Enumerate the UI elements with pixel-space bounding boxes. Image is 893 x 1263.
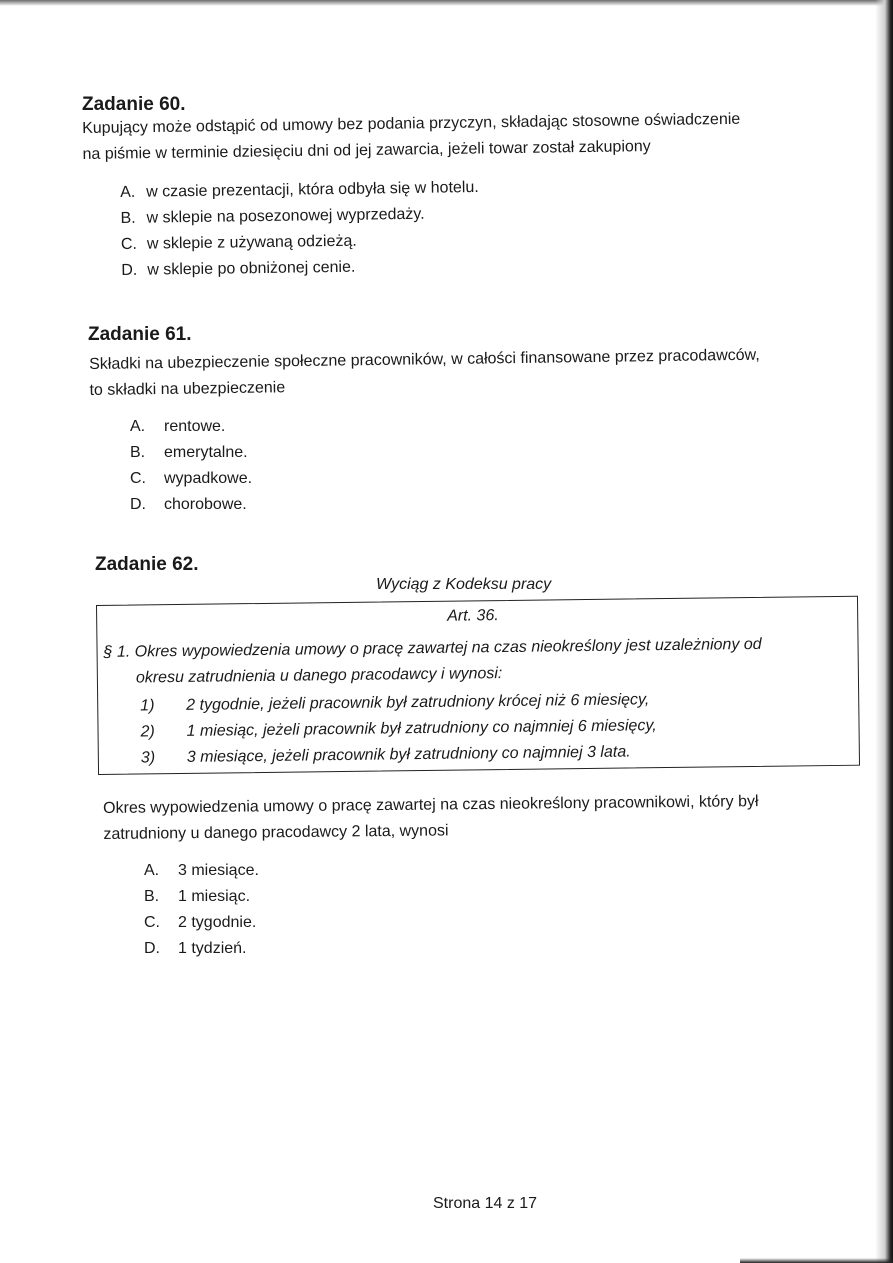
option-text: 1 miesiąc. bbox=[178, 888, 251, 905]
law-paragraph-line: § 1. Okres wypowiedzenia umowy o pracę zawartej na czas nieokreślony jest uzależniony od bbox=[103, 635, 762, 661]
option-text: w sklepie na posezonowej wyprzedaży. bbox=[146, 205, 425, 227]
question-line: Okres wypowiedzenia umowy o pracę zawartej na czas nieokreślony pracownikowi, który był bbox=[103, 793, 759, 817]
option-text: chorobowe. bbox=[164, 496, 247, 513]
point-text: 1 miesiąc, jeżeli pracownik był zatrudniony co najmniej 6 miesięcy, bbox=[186, 717, 657, 740]
option-letter: B. bbox=[144, 888, 160, 905]
task-60-options bbox=[120, 175, 480, 284]
option-letter: D. bbox=[130, 496, 146, 513]
answer-option-b[interactable] bbox=[144, 884, 259, 910]
option-letter: D. bbox=[121, 261, 138, 279]
question-line: Składki na ubezpieczenie społeczne pracowników, w całości finansowane przez pracodawców, bbox=[89, 346, 760, 373]
law-paragraph bbox=[103, 632, 762, 692]
option-letter: A. bbox=[120, 183, 136, 201]
point-number: 1) bbox=[140, 697, 155, 715]
law-excerpt-box bbox=[96, 596, 860, 775]
answer-option-d[interactable] bbox=[130, 492, 252, 518]
law-points bbox=[140, 687, 657, 771]
answer-option-a[interactable] bbox=[130, 414, 252, 440]
task-62-question bbox=[103, 789, 759, 848]
option-text: 3 miesiące. bbox=[178, 862, 259, 879]
answer-option-d[interactable] bbox=[121, 253, 480, 284]
question-line: zatrudniony u danego pracodawcy 2 lata, wynosi bbox=[103, 822, 449, 843]
task-61-options bbox=[130, 414, 252, 518]
option-letter: C. bbox=[144, 914, 160, 931]
page-number-footer: Strona 14 z 17 bbox=[433, 1195, 538, 1212]
task-60-question bbox=[82, 107, 741, 168]
question-line: Kupujący może odstąpić od umowy bez podania przyczyn, składając stosowne oświadczenie bbox=[82, 110, 741, 137]
task-61-question bbox=[89, 343, 760, 404]
answer-option-d[interactable] bbox=[144, 936, 259, 962]
option-text: w czasie prezentacji, która odbyła się w hotelu. bbox=[146, 178, 479, 201]
point-number: 2) bbox=[140, 723, 155, 741]
option-letter: B. bbox=[120, 209, 136, 227]
task-60-title: Zadanie 60. bbox=[82, 94, 186, 115]
option-text: rentowe. bbox=[164, 418, 226, 435]
option-text: 1 tydzień. bbox=[178, 940, 247, 957]
option-text: w sklepie po obniżonej cenie. bbox=[147, 258, 356, 279]
task-61-title: Zadanie 61. bbox=[88, 324, 192, 345]
option-letter: D. bbox=[144, 940, 160, 957]
point-text: 3 miesiące, jeżeli pracownik był zatrudniony co najmniej 3 lata. bbox=[186, 743, 631, 766]
answer-option-a[interactable] bbox=[144, 858, 259, 884]
task-62-options bbox=[144, 858, 259, 962]
option-letter: B. bbox=[130, 444, 146, 461]
option-text: w sklepie z używaną odzieżą. bbox=[146, 232, 357, 253]
point-number: 3) bbox=[140, 749, 156, 767]
law-paragraph-line: okresu zatrudnienia u danego pracodawcy i wynosi: bbox=[135, 665, 503, 687]
option-letter: C. bbox=[120, 235, 138, 253]
option-text: wypadkowe. bbox=[164, 470, 253, 487]
point-text: 2 tygodnie, jeżeli pracownik był zatrudniony krócej niż 6 miesięcy, bbox=[186, 691, 650, 714]
answer-option-a[interactable] bbox=[120, 175, 479, 206]
answer-option-c[interactable] bbox=[130, 466, 252, 492]
excerpt-caption: Wyciąg z Kodeksu pracy bbox=[376, 576, 552, 593]
option-letter: A. bbox=[144, 862, 160, 879]
option-letter: A. bbox=[130, 418, 146, 435]
option-letter: C. bbox=[130, 470, 146, 487]
option-text: 2 tygodnie. bbox=[178, 914, 257, 931]
question-line: to składki na ubezpieczenie bbox=[89, 379, 286, 399]
option-text: emerytalne. bbox=[164, 444, 248, 461]
task-62-title: Zadanie 62. bbox=[95, 554, 199, 575]
question-line: na piśmie w terminie dziesięciu dni od jej zawarcia, jeżeli towar został zakupiony bbox=[82, 138, 651, 163]
answer-option-c[interactable] bbox=[144, 910, 259, 936]
article-number: Art. 36. bbox=[447, 607, 499, 625]
law-point bbox=[141, 739, 657, 771]
answer-option-b[interactable] bbox=[130, 440, 252, 466]
